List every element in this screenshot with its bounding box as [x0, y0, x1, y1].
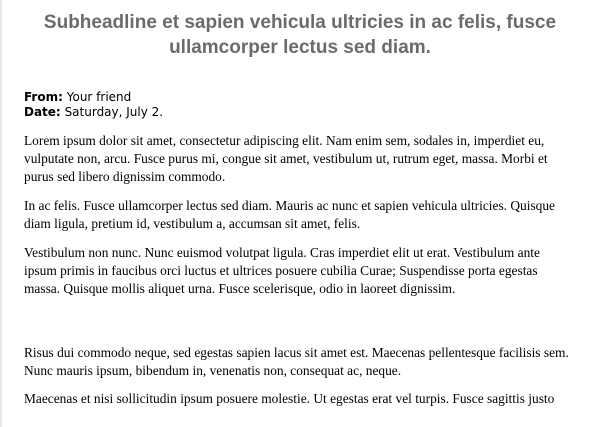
paragraph: Lorem ipsum dolor sit amet, consectetur adipiscing elit. Nam enim sem, sodales in, imperdiet eu, vulputate non, arcu. Fusce purus mi, congue sit amet, vestibulum ut, rutrum eget, massa. Morbi et purus sed libero dignissim commodo. [24, 133, 548, 184]
left-border [0, 0, 2, 427]
paragraph: Vestibulum non nunc. Nunc euismod volutpat ligula. Cras imperdiet elit ut erat. Vestibulum ante ipsum primis in faucibus orci luctus et ultrices posuere cubilia Curae; Suspendisse porta egestas massa. Quisque mollis aliquet urna. Fusce scelerisque, odio in laoreet dignissim. [24, 245, 540, 296]
document-page [24, 0, 576, 408]
date-line [24, 105, 576, 120]
message-meta [24, 90, 576, 120]
from-line [24, 90, 576, 105]
subheadline: Subheadline et sapien vehicula ultricies in ac felis, fusce ullamcorper lectus sed diam. [43, 12, 557, 58]
date-value: Saturday, July 2. [64, 105, 164, 119]
from-value: Your friend [66, 90, 132, 104]
paragraph: Maecenas et nisi sollicitudin ipsum posuere molestie. Ut egestas erat vel turpis. Fusce sagittis justo [24, 391, 555, 406]
date-label: Date: [24, 105, 61, 119]
paragraph: In ac felis. Fusce ullamcorper lectus sed diam. Mauris ac nunc et sapien vehicula ultricies. Quisque diam ligula, pretium id, vestibulum a, accumsan sit amet, felis. [24, 198, 555, 231]
from-label: From: [24, 90, 63, 104]
paragraph: Risus dui commodo neque, sed egestas sapien lacus sit amet est. Maecenas pellentesque facilisis sem. Nunc mauris ipsum, bibendum in, venenatis non, consequat ac, neque. [24, 345, 569, 378]
body-text [24, 132, 576, 408]
